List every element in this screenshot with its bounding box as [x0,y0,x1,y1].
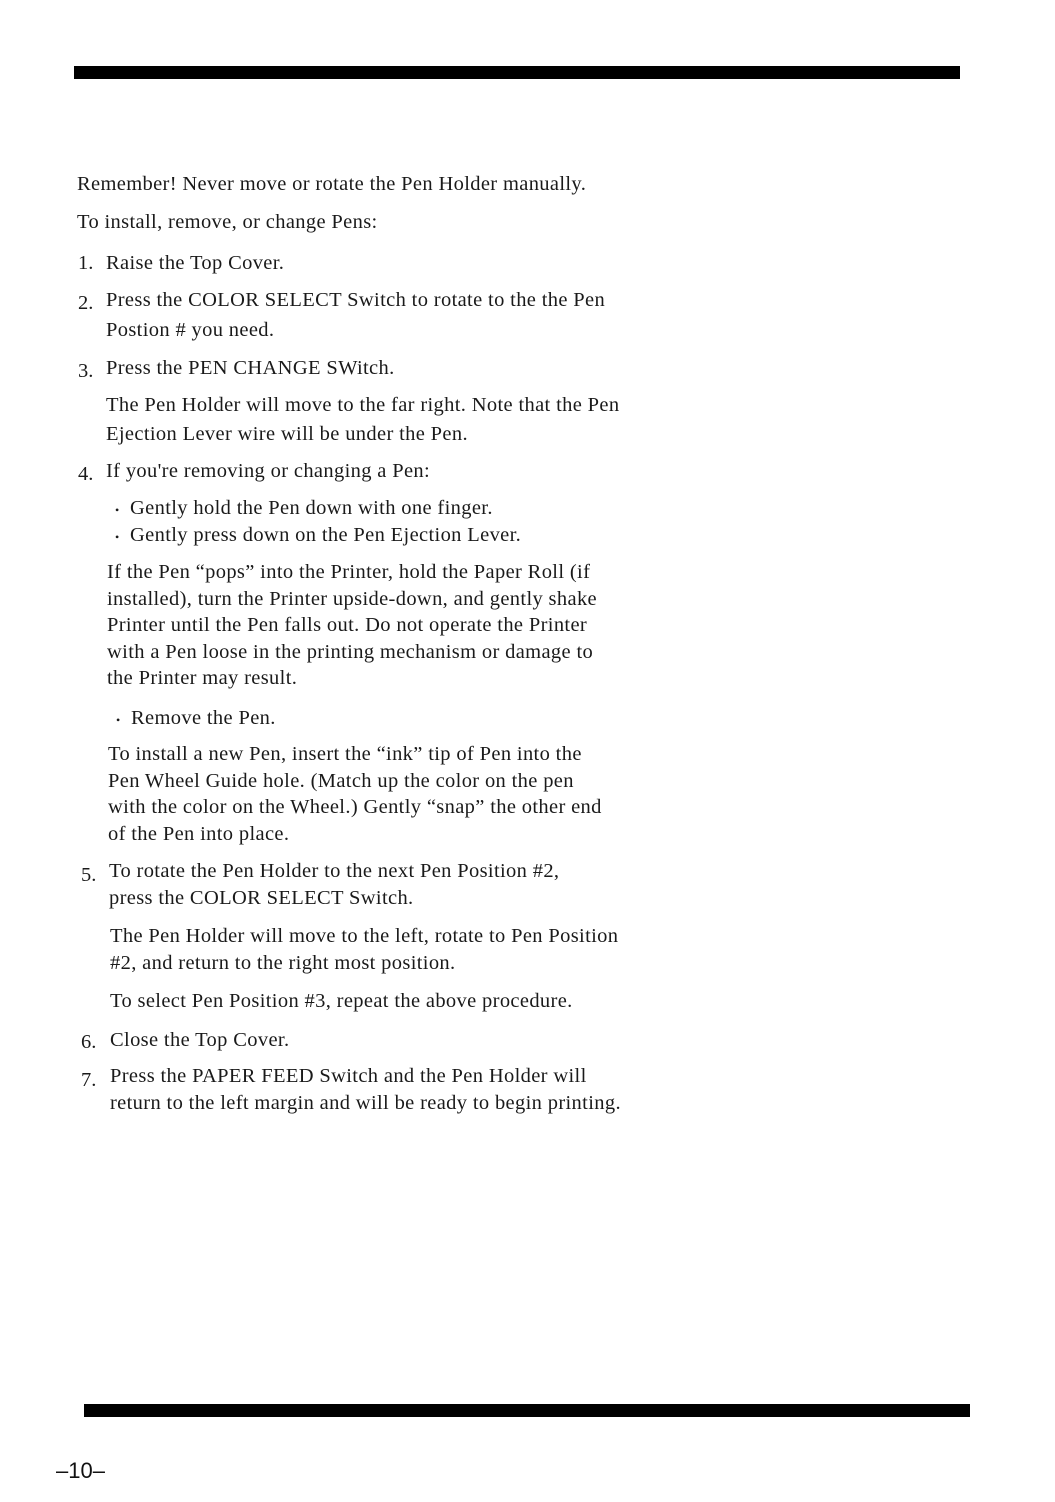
install-line-3: with the color on the Wheel.) Gently “snap” the other end [108,796,602,818]
step-2-number: 2. [78,292,94,314]
bottom-rule [84,1404,970,1417]
step-4-line-1: If you're removing or changing a Pen: [106,460,431,482]
step-1-line-1: Raise the Top Cover. [106,252,285,274]
caution-line-1: If the Pen “pops” into the Printer, hold the Paper Roll (if [107,561,591,583]
step-7-number: 7. [81,1069,97,1091]
step-7-line-1: Press the PAPER FEED Switch and the Pen Holder will [110,1065,587,1087]
intro-text: Remember! Never move or rotate the Pen Holder manually. [77,173,587,195]
step-7-line-2: return to the left margin and will be ready to begin printing. [110,1092,621,1114]
bullet-1-text: Gently hold the Pen down with one finger. [130,497,493,519]
step-5-note-line-2: #2, and return to the right most position. [110,952,456,974]
step-5-line-2: press the COLOR SELECT Switch. [109,887,414,909]
bullet-1-symbol: • [115,503,120,517]
step-4-number: 4. [78,463,94,485]
bullet-2-text: Gently press down on the Pen Ejection Lever. [130,524,522,546]
step-2-line-2: Postion # you need. [106,319,275,341]
step-3-line-1: Press the PEN CHANGE SWitch. [106,357,395,379]
step-6-line-1: Close the Top Cover. [110,1029,290,1051]
install-line-2: Pen Wheel Guide hole. (Match up the color on the pen [108,770,574,792]
step-6-number: 6. [81,1031,97,1053]
caution-line-3: Printer until the Pen falls out. Do not operate the Printer [107,614,588,636]
step-3-note-line-2: Ejection Lever wire will be under the Pen. [106,423,468,445]
bullet-3-text: Remove the Pen. [131,707,276,729]
step-3-number: 3. [78,360,94,382]
step-1-number: 1. [78,252,94,274]
top-rule [74,66,960,79]
step-3-note-line-1: The Pen Holder will move to the far right. Note that the Pen [106,394,620,416]
caution-line-2: installed), turn the Printer upside-down, and gently shake [107,588,597,610]
lead-text: To install, remove, or change Pens: [77,211,378,233]
bullet-2-symbol: • [115,530,120,544]
page-number: –10– [56,1458,105,1483]
install-line-4: of the Pen into place. [108,823,290,845]
caution-line-4: with a Pen loose in the printing mechanism or damage to [107,641,594,663]
step-5-note-line-1: The Pen Holder will move to the left, rotate to Pen Position [110,925,619,947]
step-5-extra: To select Pen Position #3, repeat the above procedure. [110,990,573,1012]
bullet-3-symbol: • [116,713,121,727]
install-line-1: To install a new Pen, insert the “ink” tip of Pen into the [108,743,582,765]
step-5-line-1: To rotate the Pen Holder to the next Pen Position #2, [109,860,560,882]
caution-line-5: the Printer may result. [107,667,298,689]
step-5-number: 5. [81,864,97,886]
step-2-line-1: Press the COLOR SELECT Switch to rotate to the the Pen [106,289,606,311]
